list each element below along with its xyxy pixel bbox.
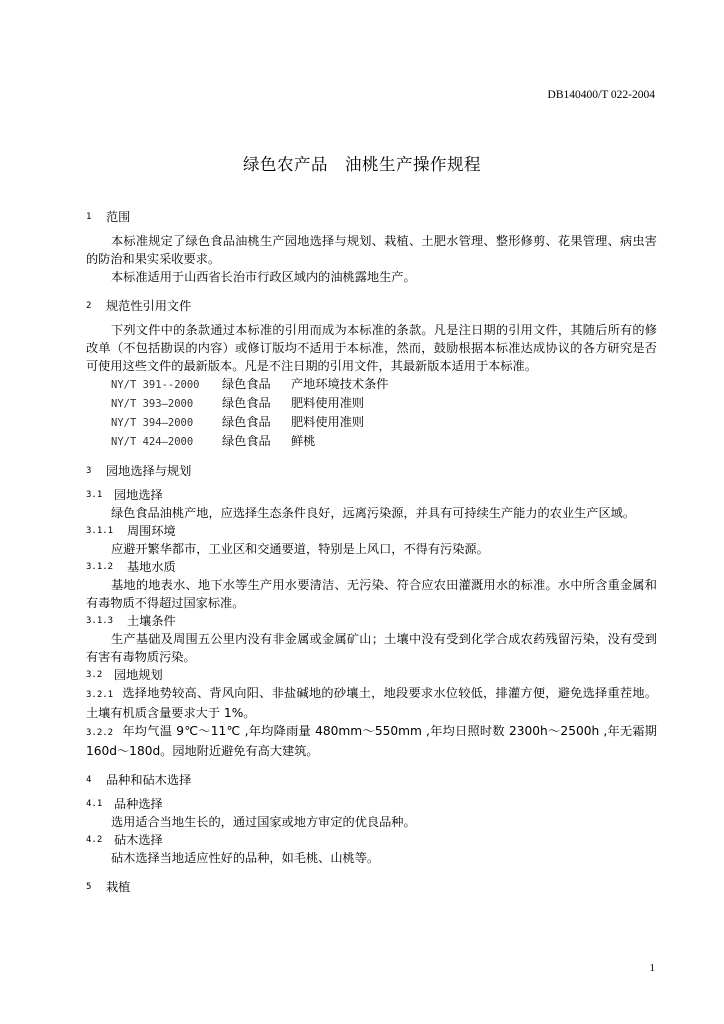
document-title: 绿色农产品 油桃生产操作规程 [243,155,481,174]
section-3-1-3-heading: 3.1.3 土壤条件 [86,614,176,628]
section-4-1-heading: 4.1 品种选择 [86,797,163,811]
reference-item: NY/T 391--2000 绿色食品 产地环境技术条件 [111,377,389,391]
section-3-2-2-paragraph: 3.2.2 年均气温 9℃～11℃ ,年均降雨量 480mm～550mm ,年均日照时数 2300h～2500h ,年无霜期 160d～180d。园地附近避免有高大建筑。 [86,724,657,758]
section-3-1-2-heading: 3.1.2 基地水质 [86,560,176,574]
section-4-1-paragraph: 选用适合当地生长的，通过国家或地方审定的优良品种。 [111,815,416,829]
section-4-2-paragraph: 砧木选择当地适应性好的品种，如毛桃、山桃等。 [111,851,380,865]
section-3-1-1-paragraph: 应避开繁华都市，工业区和交通要道，特别是上风口，不得有污染源。 [111,542,489,556]
section-4-2-heading: 4.2 砧木选择 [86,833,163,847]
section-2-heading: 2 规范性引用文件 [86,299,192,313]
section-3-1-1-heading: 3.1.1 周围环境 [86,524,176,538]
section-1-heading: 1 范围 [86,210,131,224]
section-3-1-paragraph: 绿色食品油桃产地，应选择生态条件良好，远离污染源，并具有可持续生产能力的农业生产区域。 [111,506,636,520]
reference-list [86,375,657,451]
section-3-1-2-paragraph: 基地的地表水、地下水等生产用水要清洁、无污染、符合应农田灌溉用水的标准。水中所含重金属和有毒物质不得超过国家标准。 [86,578,657,610]
section-3-heading: 3 园地选择与规划 [86,464,192,478]
section-3-2-heading: 3.2 园地规划 [86,668,163,682]
section-4-heading: 4 品种和砧木选择 [86,773,192,787]
section-3-1-3-paragraph: 生产基础及周围五公里内没有非金属或金属矿山；土壤中没有受到化学合成农药残留污染，没有受到有害有毒物质污染。 [86,632,657,664]
section-3-1-heading: 3.1 园地选择 [86,488,163,502]
section-2-paragraph-1: 下列文件中的条款通过本标准的引用而成为本标准的条款。凡是注日期的引用文件，其随后所有的修改单（不包括勘误的内容）或修订版均不适用于本标准，然而，鼓励根据本标准达成协议的各方研究是否可使用这些文件的最新版本。凡是不注日期的引用文件，其最新版本适用于本标准。 [86,323,657,373]
standard-code: DB140400/T 022-2004 [547,89,655,101]
reference-item: NY/T 424—2000 绿色食品 鲜桃 [111,434,316,448]
section-3-2-1-paragraph: 3.2.1 选择地势较高、背风向阳、非盐碱地的砂壤土，地段要求水位较低，排灌方便，避免选择重茬地。土壤有机质含量要求大于 1%。 [86,686,657,720]
section-5-heading: 5 栽植 [86,880,131,894]
reference-item: NY/T 393—2000 绿色食品 肥料使用准则 [111,396,365,410]
section-1-paragraph-1: 本标准规定了绿色食品油桃生产园地选择与规划、栽植、土肥水管理、整形修剪、花果管理、病虫害的防治和果实采收要求。 [86,234,657,266]
section-1-paragraph-2: 本标准适用于山西省长治市行政区域内的油桃露地生产。 [111,270,416,284]
page-number: 1 [649,962,655,974]
document-body [86,208,657,896]
reference-item: NY/T 394—2000 绿色食品 肥料使用准则 [111,415,365,429]
